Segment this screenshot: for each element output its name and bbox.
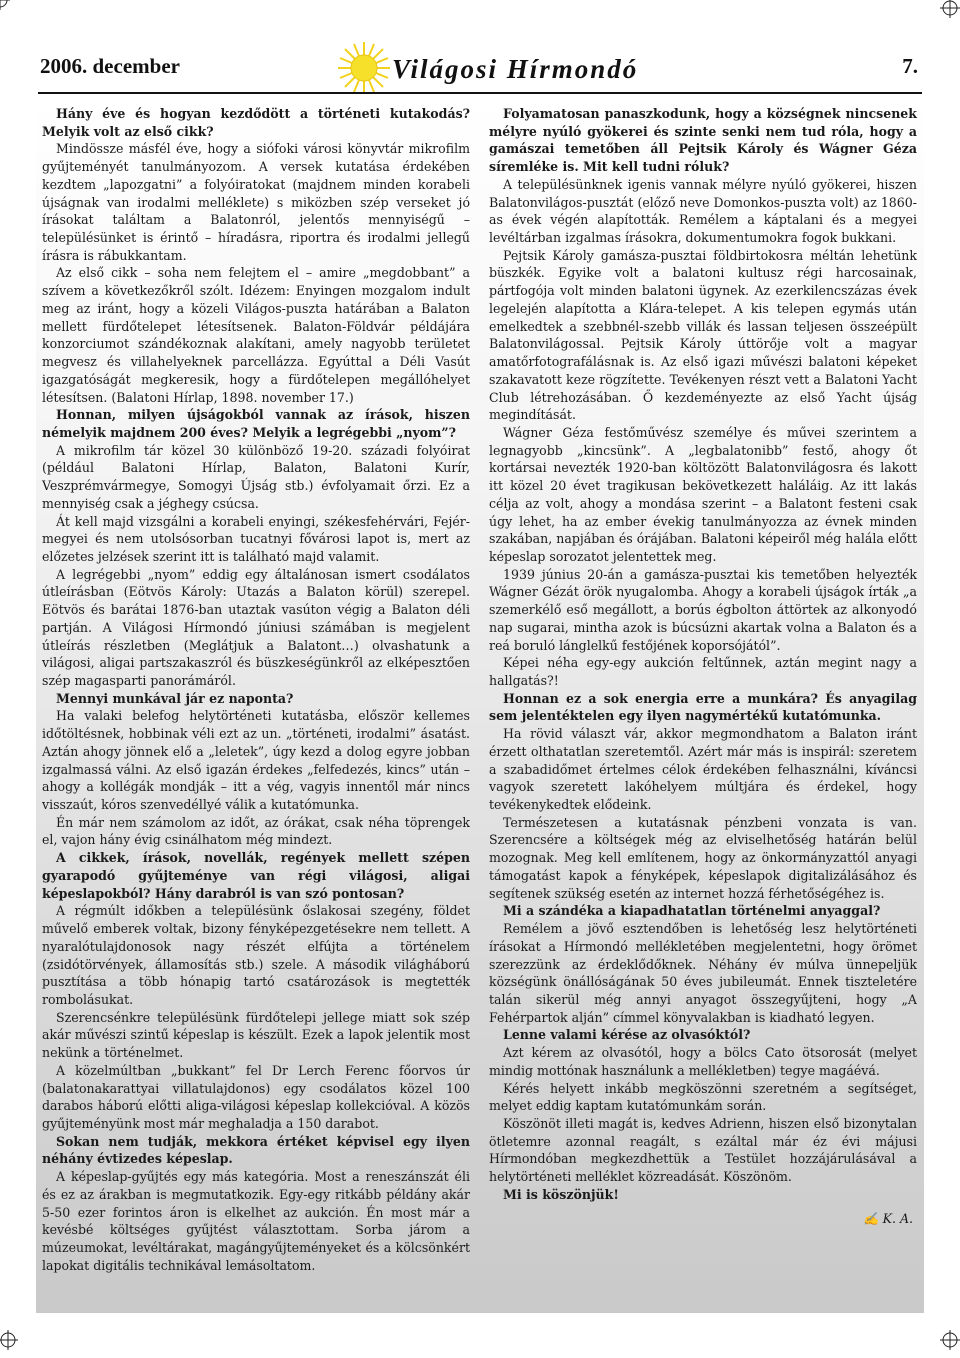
article-paragraph: Wágner Géza festőművész személye és művei szerintem a legnagyobb „kincsünk”. A „legbalatonibb” festő, ahogy őt kortársai nevezték 1920-ban költözött Balatonvilágosra és lakott itt közel 20 évet tragikusan bekövetkezett haláláig. Az itt lakás célja az volt, ahogy a mondása szerint – a Balatont festeni csak úgy lehet, ha az ember évekig tanulmányozza az évnek minden szakában, napjában és órájában. Balatoni képeiről még halála előtt képeslap sorozatot jelentettek meg. (489, 424, 917, 564)
article-paragraph: Ha valaki belefog helytörténeti kutatásba, először kellemes időtöltésnek, hobbinak véli ezt az un. „történeti, irodalmi” ásatást. Aztán ahogy jönnek elő a „leletek”, úgy kezd a dolog egyre jobban izgalmassá válni. Az első igazán érdekes „felfedezés, kincs” után – ahogy a kollégák mondják – itt a vég, vagyis innentől már nincs visszaút, kóros szenvedéllyé válik a kutatómunka. (42, 708, 470, 813)
article-paragraph: A képeslap-gyűjtés egy más kategória. Most a reneszánszát éli és ez az árakban is megmutatkozik. Egy-egy ritkább példány akár 5-50 ezer forintos áron is elkelhet az aukción. Én most már a kevésbé költséges gyűjtést választottam. Sorba járom a múzeumokat, levéltárakat, magángyűjteményeket és a kölcsönkért lapokat digitális technikával lemásoltatom. (42, 1169, 470, 1273)
article-paragraph: Én már nem számolom az időt, az órákat, csak néha töprengek el, vajon hány évig csinálhatom még mindezt. (42, 814, 470, 848)
header-rule (38, 92, 922, 94)
registration-mark-bottom-left (0, 1330, 18, 1350)
article-paragraph: Ha rövid választ vár, akkor megmondhatom a Balaton iránt érzett olthatatlan szeretemtől. Azért már más is inspirál: szeretem a szabadidőmet értelmes célok érdekében felhasználni, kíváncsi vagyok szeretett lakóhelyem múltjára és érdekel, hogy tevékenykedtek elődeink. (489, 726, 917, 813)
interview-question: A cikkek, írások, novellák, regények mellett szépen gyarapodó gyűjteménye van régi világosi, aligai képeslapokból? Hány darabról is van szó pontosan? (42, 850, 470, 901)
article-paragraph: Remélem a jövő esztendőben is lehetőség lesz helytörténeti írásokat a Hírmondó mellékletében megjelentetni, hogy örömet szerezzünk az érdeklődőknek. Néhány év múlva ünnepeljük községünk önállóságának 50 éves jubileumát. Ennek tiszteletére talán sikerül még annyi anyagot összegyűjteni, hogy „A Fehérpartok alján” címmel könyvalakban is kiadható legyen. (489, 921, 917, 1025)
article-paragraph: Természetesen a kutatásnak pénzbeni vonzata is van. Szerencsére a költségek még az elviselhetőség határán belül mozognak. Meg kell említenem, hogy az önkormányzattól anyagi támogatást kapok a fényképek, képeslapok digitalizálásához és segítenek szükség esetén az internet hozzá férhetőségéhez is. (489, 814, 917, 901)
interview-question: Lenne valami kérése az olvasóktól? (503, 1027, 751, 1043)
newspaper-title: Világosi Hírmondó (392, 54, 639, 84)
registration-mark-top-left (0, 0, 10, 10)
left-column (42, 105, 470, 1274)
article-paragraph: A településünknek igenis vannak mélyre nyúló gyökerei, hiszen Balatonvilágos-pusztát (előző neve Domonkos-puszta volt) az 1860-as évek végén alapították. Remélem a káptalani és a megyei levéltárban izgalmas írásokra, dokumentumokra fogok bukkani. (489, 176, 917, 246)
article-paragraph: Mindössze másfél éve, hogy a siófoki városi könyvtár mikrofilm gyűjteményét tanulmányozom. A versek kutatása érdekében kezdtem „lapozgatni” a folyóiratokat (majdnem minden korabeli újságnak van irodalmi melléklete) s miközben szép verseket jó írásokat találtam a Balatonról, jelentős mennyiségű – településünket is érintő – híradásra, riportra és irodalmi jellegű írásra is rábukkantam. (42, 141, 470, 263)
article-paragraph: Kérés helyett inkább megköszönni szeretném a segítséget, melyet eddig kaptam kutatómunkám során. (489, 1080, 917, 1114)
interview-question: Folyamatosan panaszkodunk, hogy a községnek nincsenek mélyre nyúló gyökerei és szinte senki nem tud róla, hogy a gamászai temetőben áll Pejtsik Károly és Wágner Géza síremléke is. Mit kell tudni róluk? (489, 106, 917, 175)
author-signature: ✍ K. A. (862, 1210, 913, 1226)
interview-question: Mi a szándéka a kiapadhatatlan történelmi anyaggal? (503, 903, 881, 919)
issue-date: 2006. december (40, 54, 180, 78)
article-paragraph: A régmúlt időkben a településünk őslakosai szegény, földet művelő emberek voltak, bizony fényképezgetésekre nem tellett. A nyaralótulajdonosok nagy részét elfújta a történelem (zsidótörvények, államosítás stb.) szele. A második világháború pusztítása a több hónapig tartó csatározások is megtették rombolásukat. (42, 903, 470, 1007)
article-paragraph: Pejtsik Károly gamásza-pusztai földbirtokosra méltán lehetünk büszkék. Egyike volt a balatoni kultusz régi harcosainak, pártfogója volt minden balatoni ügynek. Az ezerkilencszázas évek legelején alapította a Klára-telepet. A kis telepen egymás után emelkedtek a szebbnél-szebb villák és lassan teljesen összeépült Balatonvilágossal. Pejtsik Károly úttörője volt a magyar amatőrfotografálásnak is. Az első igazi művészi balatoni képeket szakavatott keze rögzítette. Tevékenyen részt vett a Balatoni Yacht Club létrehozásában. Ő kezdeményezte az első Yacht újság megindítását. (489, 247, 917, 423)
article-paragraph: Az első cikk – soha nem felejtem el – amire „megdobbant” a szívem a következőkről szólt. Idézem: Enyingen mozgalom indult meg az iránt, hogy a közeli Világos-puszta határában a Balaton mellett fürdőtelepet létesítsenek. Balaton-Földvár példájára konzorciumot szándékoznak alakítani, amely nagyobb területet megvesz és villahelyeknek parcellázza. Egyúttal a Déli Vasút igazgatóságát megkeresik, hogy a fürdőtelepen megállóhelyet létesítsen. (Balatoni Hírlap, 1898. november 17.) (42, 265, 470, 405)
article-body (36, 101, 924, 1313)
article-paragraph: Képei néha egy-egy aukción feltűnnek, aztán megint nagy a hallgatás?! (489, 655, 917, 688)
article-paragraph: 1939 június 20-án a gamásza-pusztai kis temetőben helyezték Wágner Gézát örök nyugalomba. Ahogy a korabeli újságok írták „a szemerkélő eső megállott, a borús égbolton áttörtek az alkonyodó nap sugarai, mintha azok is búcsúzni akartak volna a Balaton és a reá boruló lánglelkű festőjének koporsójától”. (489, 566, 917, 653)
right-column (489, 105, 917, 1227)
article-paragraph: Azt kérem az olvasótól, hogy a bölcs Cato ötsorosát (melyet mindig mottónak használunk a mellékletben) tegye magáévá. (489, 1045, 917, 1078)
page-number: 7. (902, 54, 918, 78)
registration-mark-top-right (940, 0, 960, 18)
registration-mark-bottom-right (940, 1330, 960, 1350)
interview-question: Sokan nem tudják, mekkora értéket képvisel egy ilyen néhány évtizedes képeslap. (42, 1133, 470, 1167)
article-paragraph: Szerencsénkre településünk fürdőtelepi jellege miatt sok szép akár művészi szintű képeslap is készült. Ezek a lapok jelentik most nekünk a történelmet. (42, 1009, 470, 1061)
article-paragraph: Köszönöt illeti magát is, kedves Adrienn, hiszen első bizonytalan ötletemre azonnal reagált, s ezáltal már éz évi májusi Hírmondóban megkezdhettük a Testület hozzájárulásával a helytörténeti melléklet közreadását. Köszönöm. (489, 1115, 917, 1185)
interview-question: Hány éve és hogyan kezdődött a történeti kutakodás? Melyik volt az első cikk? (42, 106, 470, 139)
article-paragraph: A mikrofilm tár közel 30 különböző 19-20. századi folyóirat (például Balatoni Hírlap, Balaton, Balatoni Kurír, Veszprémvármegye, Somogyi Újság stb.) évfolyamait őrzi. Ez a mennyiség csak a jéghegy csúcsa. (42, 442, 470, 511)
interview-question: Honnan ez a sok energia erre a munkára? És anyagilag sem jelentéktelen egy ilyen nagymértékű kutatómunka. (489, 690, 917, 724)
interview-question: Mennyi munkával jár ez naponta? (56, 690, 294, 706)
article-paragraph: A legrégebbi „nyom” eddig egy általánosan ismert csodálatos útleírásban (Eötvös Károly: Utazás a Balaton körül) szerepel. Eötvös és barátai 1876-ban utaztak vasúton végig a Balaton déli partján. A Világosi Hírmondó júniusi számában is megjelent útleírás részletben (Meglátjuk a Balatont…) olvashatunk a világosi, aligai partszakaszról és büszkeségünkről az elképesztően szép magasparti panorámáról. (42, 566, 470, 688)
article-paragraph: A közelmúltban „bukkant” fel Dr Lerch Ferenc főorvos úr (balatonakarattyai villatulajdonos) egy csodálatos közel 100 darabos háború előtti aliga-világosi képeslap kollekcióval. A közös gyűjteményünk most már meghaladja a 150 darabot. (42, 1062, 470, 1131)
interview-question: Mi is köszönjük! (503, 1186, 619, 1202)
page-header (38, 44, 922, 92)
interview-question: Honnan, milyen újságokból vannak az írások, hiszen némelyik majdnem 200 éves? Melyik a legrégebbi „nyom”? (42, 407, 470, 440)
article-paragraph: Át kell majd vizsgálni a korabeli enyingi, székesfehérvári, Fejér-megyei és nem utolsósorban tucatnyi fővárosi lapot is, mert az előzetes jelzések szerint itt is található majd valamit. (42, 513, 470, 564)
